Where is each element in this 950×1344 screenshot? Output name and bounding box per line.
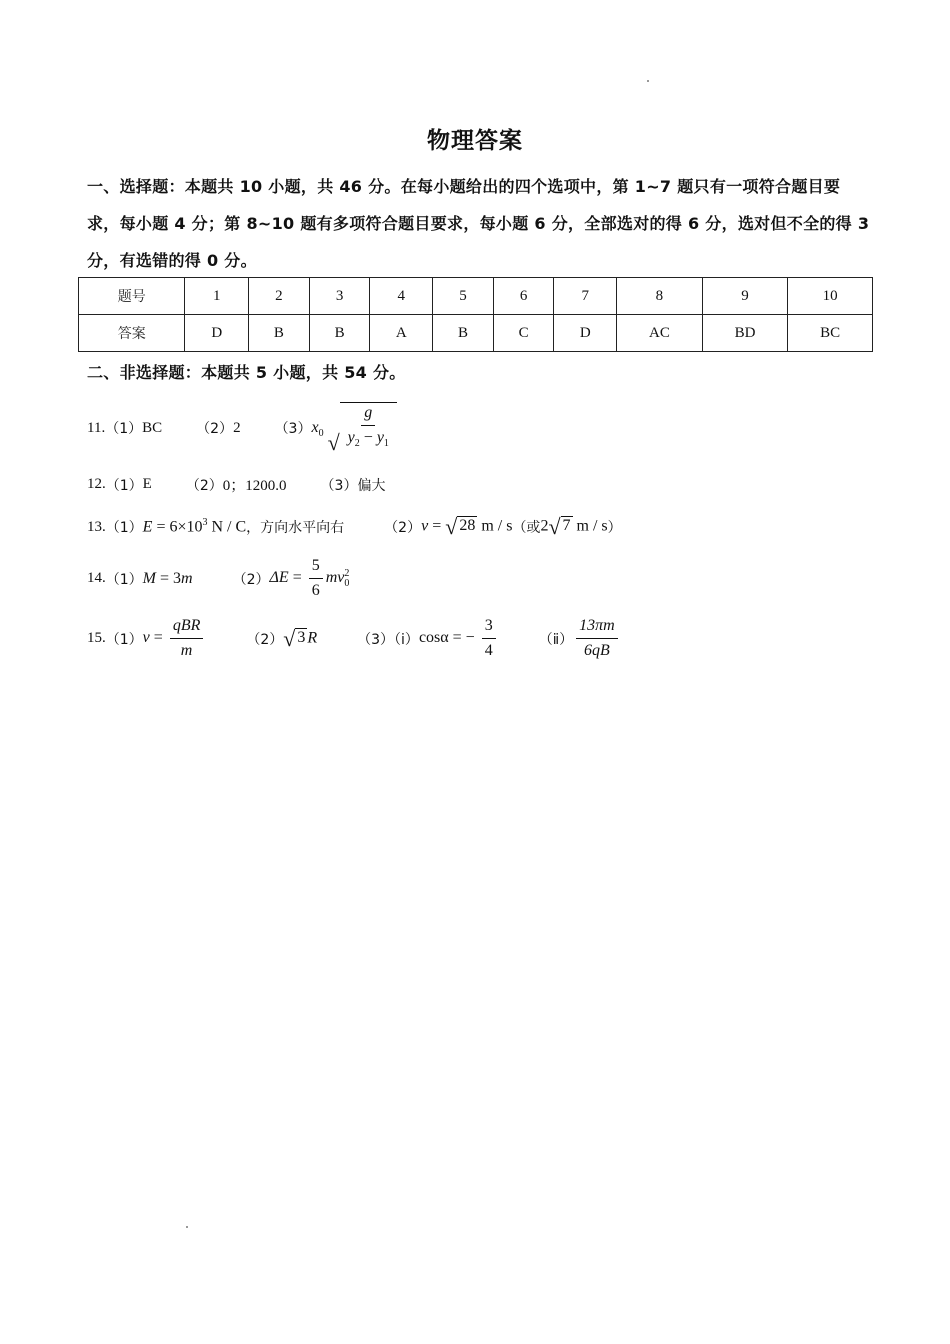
part-label: （1） xyxy=(105,631,143,648)
row-label-number: 题号 xyxy=(79,278,185,315)
question-number: 14. xyxy=(87,570,106,586)
numerator: 5 xyxy=(309,556,323,579)
formula-q14-1 xyxy=(143,570,193,588)
direction-text: ，方向水平向右 xyxy=(246,520,345,536)
radicand: 28 xyxy=(457,516,477,538)
table-row-numbers xyxy=(79,278,873,315)
radical-icon: √ xyxy=(548,514,561,539)
var: M xyxy=(142,569,156,587)
sup: 3 xyxy=(202,517,208,529)
sqrt xyxy=(328,402,397,454)
denominator: 6qB xyxy=(584,642,610,659)
table-cell: A xyxy=(370,315,433,352)
operator: − xyxy=(359,429,377,446)
part-answer: 偏大 xyxy=(357,477,386,494)
denominator: m xyxy=(180,642,193,659)
sub: 2 xyxy=(354,438,360,450)
radical-icon: √ xyxy=(283,625,296,651)
speck xyxy=(647,80,649,82)
table-cell: 7 xyxy=(554,278,617,315)
table-cell: AC xyxy=(617,315,703,352)
section2-heading: 二、非选择题：本题共 5 小题，共 54 分。 xyxy=(87,363,406,382)
formula-q13-1 xyxy=(143,517,247,536)
alt-open: （或 xyxy=(512,520,541,536)
table-cell: 1 xyxy=(185,278,249,315)
formula-q15-2 xyxy=(283,625,318,651)
part-answer: BC xyxy=(142,419,163,436)
page-title: 物理答案 xyxy=(427,128,523,154)
formula-q15-4 xyxy=(573,616,621,661)
radical-icon: √ xyxy=(327,430,340,456)
radical-icon: √ xyxy=(445,514,458,539)
answer-line-13 xyxy=(87,516,622,538)
question-number: 13. xyxy=(87,518,106,535)
part-label: （1） xyxy=(105,477,143,494)
formula-q11 xyxy=(311,402,396,454)
var: ΔE xyxy=(269,569,289,587)
sup: 2 xyxy=(344,567,350,579)
table-cell: B xyxy=(309,315,370,352)
row-label-answer: 答案 xyxy=(79,315,185,352)
formula-q14-2 xyxy=(270,556,350,601)
answer-line-11 xyxy=(87,402,397,454)
var: R xyxy=(307,629,318,647)
question-number: 11. xyxy=(87,419,106,436)
radicand: 3 xyxy=(295,628,307,650)
var: y xyxy=(376,429,384,446)
operator: = xyxy=(149,629,167,647)
part-label: （2） xyxy=(246,631,284,648)
speck xyxy=(186,1226,188,1228)
unit: N / C xyxy=(207,518,247,536)
var: v xyxy=(421,517,429,535)
part-label: （2） xyxy=(232,571,270,588)
answer-line-12 xyxy=(87,474,385,495)
part-answer: 0；1200.0 xyxy=(222,478,287,494)
formula-q13-2 xyxy=(421,516,512,538)
part-label: （2） xyxy=(185,477,223,494)
question-number: 15. xyxy=(87,630,106,646)
sub: 0 xyxy=(344,577,350,589)
part-answer: 2 xyxy=(233,419,241,436)
denominator: 4 xyxy=(484,642,493,659)
answer-line-15 xyxy=(87,616,621,661)
part-label: （1） xyxy=(105,520,143,536)
operator: = xyxy=(428,517,446,535)
var: v xyxy=(142,629,150,647)
answer-table xyxy=(78,277,873,352)
var: mv xyxy=(325,569,345,587)
table-cell: D xyxy=(554,315,617,352)
denominator: 6 xyxy=(311,582,320,599)
operator: = − xyxy=(448,629,475,647)
numerator: g xyxy=(361,403,375,426)
answer-line-14 xyxy=(87,556,349,601)
var: x xyxy=(311,418,319,436)
part-label: （2） xyxy=(196,421,234,438)
table-cell: 9 xyxy=(702,278,788,315)
part-label: （ⅱ） xyxy=(538,631,574,648)
table-cell: 3 xyxy=(309,278,370,315)
table-cell: 4 xyxy=(370,278,433,315)
var: y xyxy=(347,429,355,446)
var: m xyxy=(181,569,193,587)
part-label: （2） xyxy=(384,520,422,536)
section1-instructions: 一、选择题：本题共 10 小题，共 46 分。在每小题给出的四个选项中，第 1~7 题只有一项符合题目要求，每小题 4 分；第 8~10 题有多项符合题目要求，每小题 6 分，全部选对的得 6 分，选对但不全的得 3 分，有选错的得 0 分。 xyxy=(87,177,870,270)
table-cell: 2 xyxy=(249,278,310,315)
table-cell: 10 xyxy=(788,278,873,315)
part-label: （3） xyxy=(320,477,358,494)
formula-q13-alt xyxy=(540,516,607,538)
table-row-answers xyxy=(79,315,873,352)
expr: = 3 xyxy=(156,569,182,587)
question-number: 12. xyxy=(87,476,106,492)
expr: = 6×10 xyxy=(152,518,203,536)
part-answer: E xyxy=(142,476,152,492)
table-cell: D xyxy=(185,315,249,352)
table-cell: BC xyxy=(788,315,873,352)
table-cell: B xyxy=(249,315,310,352)
coef: 2 xyxy=(540,517,549,535)
var: E xyxy=(142,518,153,536)
alt-close: ） xyxy=(607,520,622,536)
unit: m / s xyxy=(477,517,513,535)
numerator: 13πm xyxy=(576,616,618,639)
table-cell: 8 xyxy=(617,278,703,315)
formula-q15-1 xyxy=(143,616,207,661)
part-label: （1） xyxy=(105,421,143,438)
part-label: （3）（ⅰ） xyxy=(357,631,419,648)
unit: m / s xyxy=(572,517,608,535)
table-cell: 6 xyxy=(493,278,554,315)
part-label: （1） xyxy=(105,571,143,588)
numerator: qBR xyxy=(170,616,204,639)
table-cell: B xyxy=(433,315,494,352)
sub: 0 xyxy=(318,427,324,439)
table-cell: BD xyxy=(702,315,788,352)
table-cell: 5 xyxy=(433,278,494,315)
radicand: 7 xyxy=(561,516,573,538)
expr: cosα xyxy=(418,629,449,647)
numerator: 3 xyxy=(482,616,496,639)
sub: 1 xyxy=(383,438,389,450)
part-label: （3） xyxy=(274,421,312,438)
formula-q15-3 xyxy=(419,616,499,661)
table-cell: C xyxy=(493,315,554,352)
operator: = xyxy=(288,569,306,587)
